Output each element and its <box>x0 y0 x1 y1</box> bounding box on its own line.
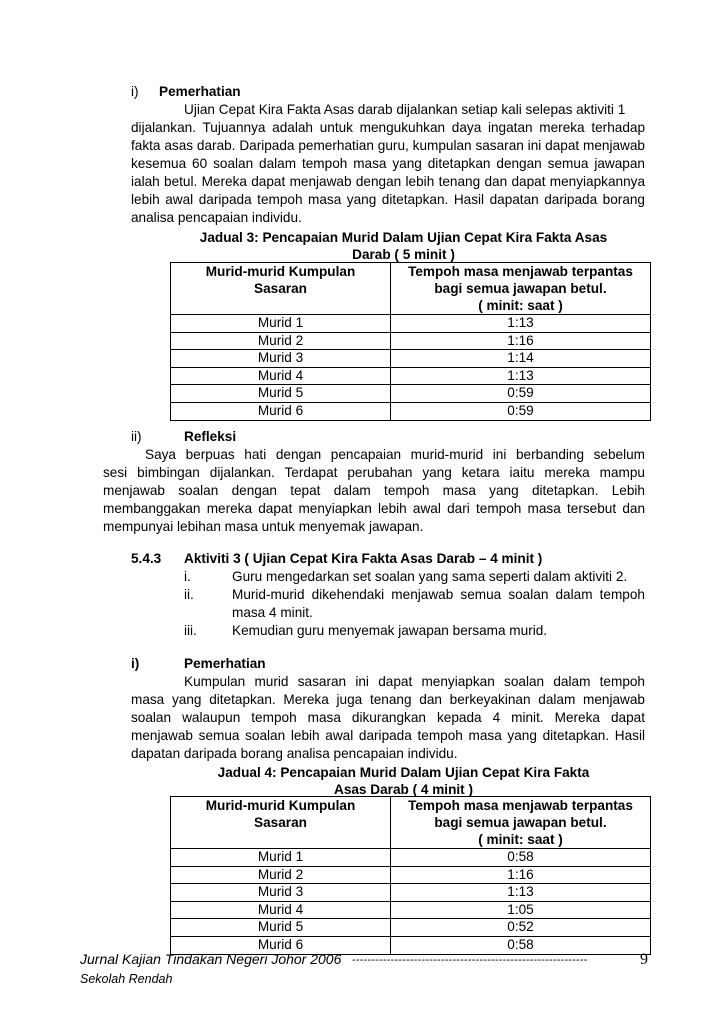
table-row <box>171 919 651 937</box>
section-ii-heading: Refleksi <box>184 429 237 444</box>
table-row <box>171 367 651 385</box>
section-i2-first-line: Kumpulan murid sasaran ini dapat menyiapkan soalan dalam tempoh <box>184 674 645 689</box>
table3-col1-line1: Murid-murid Kumpulan <box>205 264 356 279</box>
section-i-heading: Pemerhatian <box>159 84 241 99</box>
section-i2-body: masa yang ditetapkan. Mereka juga tenang dan berkeyakinan dalam menjawab soalan walaupun tempoh masa dikurangkan kepada 4 minit. Mereka dapat menjawab semua soalan lebih awal daripada tempoh masa yang ditetapkan. Hasil dapatan daripada borang analisa pencapaian individu. <box>131 692 645 761</box>
section-i2-heading: Pemerhatian <box>184 656 266 671</box>
table-row <box>171 866 651 884</box>
table3-masa-cell: 1:13 <box>391 367 651 385</box>
table4-col2-line2: bagi semua jawapan betul. <box>434 815 607 830</box>
table3-murid-cell: Murid 2 <box>171 332 391 350</box>
table3 <box>170 262 651 421</box>
item-marker: i. <box>184 569 191 584</box>
item-text: Kemudian guru menyemak jawapan bersama murid. <box>232 623 548 638</box>
table-row <box>171 849 651 867</box>
table4-col1-line1: Murid-murid Kumpulan <box>205 798 356 813</box>
table4-col2-line1: Tempoh masa menjawab terpantas <box>408 798 633 813</box>
table4-header-murid <box>171 797 391 849</box>
table3-murid-cell: Murid 1 <box>171 315 391 333</box>
table3-caption-line1: Jadual 3: Pencapaian Murid Dalam Ujian Cepat Kira Fakta Asas <box>199 230 608 245</box>
table-row <box>171 884 651 902</box>
footer-school-level: Sekolah Rendah <box>80 972 173 986</box>
item-marker: ii. <box>184 587 194 602</box>
section-i2-marker: i) <box>131 656 140 671</box>
footer-page-number: 9 <box>640 951 648 968</box>
item-text-continued: masa 4 minit. <box>232 605 313 620</box>
section-543-number: 5.4.3 <box>131 551 162 566</box>
table4-murid-cell: Murid 6 <box>171 936 391 954</box>
table3-col2-line3: ( minit: saat ) <box>478 298 563 313</box>
table-row <box>171 332 651 350</box>
table3-header-murid <box>171 263 391 315</box>
table3-col1-line2: Sasaran <box>254 281 307 296</box>
table-row <box>171 402 651 420</box>
table4-masa-cell: 0:52 <box>391 919 651 937</box>
table4-header-masa <box>391 797 651 849</box>
item-text: Murid-murid dikehendaki menjawab semua soalan dalam tempoh <box>232 587 645 602</box>
section-ii-first-line: Saya berpuas hati dengan pencapaian murid-murid ini berbanding sebelum <box>145 447 645 462</box>
table4-masa-cell: 0:58 <box>391 849 651 867</box>
table4-caption-line2: Asas Darab ( 4 minit ) <box>334 782 473 797</box>
table3-murid-cell: Murid 4 <box>171 367 391 385</box>
table-row <box>171 385 651 403</box>
section-i-first-line: Ujian Cepat Kira Fakta Asas darab dijalankan setiap kali selepas aktiviti 1 <box>184 102 626 117</box>
table4-murid-cell: Murid 5 <box>171 919 391 937</box>
footer-dashes: ------------------------------------------------------------- <box>352 954 588 966</box>
table4 <box>170 796 651 955</box>
table3-header-masa <box>391 263 651 315</box>
table4-masa-cell: 1:05 <box>391 901 651 919</box>
table3-masa-cell: 1:14 <box>391 350 651 368</box>
footer-journal-title: Jurnal Kajian Tindakan Negeri Johor 2006 <box>80 951 342 967</box>
table4-murid-cell: Murid 4 <box>171 901 391 919</box>
item-marker: iii. <box>184 623 197 638</box>
table-row <box>171 315 651 333</box>
section-ii-body: sesi bimbingan dijalankan. Terdapat perubahan yang ketara iaitu mereka mampu menjawab soalan dengan tepat dalam tempoh masa yang ditetapkan. Lebih membanggakan mereka dapat menyiapkan lebih awal dari tempoh masa tersebut dan mempunyai lebihan masa untuk menyemak jawapan. <box>103 465 645 534</box>
list-item-continuation <box>232 604 313 622</box>
table4-murid-cell: Murid 1 <box>171 849 391 867</box>
table-row <box>171 350 651 368</box>
table3-caption-line2: Darab ( 5 minit ) <box>352 247 455 262</box>
table3-masa-cell: 0:59 <box>391 402 651 420</box>
table3-masa-cell: 1:16 <box>391 332 651 350</box>
table4-murid-cell: Murid 3 <box>171 884 391 902</box>
table3-murid-cell: Murid 6 <box>171 402 391 420</box>
section-i-marker: i) <box>131 84 139 99</box>
table4-murid-cell: Murid 2 <box>171 866 391 884</box>
table3-murid-cell: Murid 3 <box>171 350 391 368</box>
table3-header-row <box>171 263 651 315</box>
section-ii-marker: ii) <box>131 429 142 444</box>
table4-header-row <box>171 797 651 849</box>
table-row <box>171 901 651 919</box>
table3-col2-line1: Tempoh masa menjawab terpantas <box>408 264 633 279</box>
table3-masa-cell: 0:59 <box>391 385 651 403</box>
table4-masa-cell: 1:13 <box>391 884 651 902</box>
table4-caption-line1: Jadual 4: Pencapaian Murid Dalam Ujian Cepat Kira Fakta <box>217 765 590 780</box>
section-i-body: dijalankan. Tujuannya adalah untuk mengukuhkan daya ingatan mereka terhadap fakta asas darab. Daripada pemerhatian guru, kumpulan sasaran ini dapat menjawab kesemua 60 soalan dalam tempoh masa yang ditetapkan dengan semua jawapan ialah betul. Mereka dapat menjawab dengan lebih tenang dan dapat menyiapkannya lebih awal daripada tempoh masa yang ditetapkan. Hasil dapatan daripada borang analisa pencapaian individu. <box>131 120 645 225</box>
item-text: Guru mengedarkan set soalan yang sama seperti dalam aktiviti 2. <box>232 569 628 584</box>
table3-murid-cell: Murid 5 <box>171 385 391 403</box>
table3-masa-cell: 1:13 <box>391 315 651 333</box>
table4-masa-cell: 1:16 <box>391 866 651 884</box>
table3-col2-line2: bagi semua jawapan betul. <box>434 281 607 296</box>
table4-masa-cell: 0:58 <box>391 936 651 954</box>
table4-col2-line3: ( minit: saat ) <box>478 832 563 847</box>
table4-col1-line2: Sasaran <box>254 815 307 830</box>
section-543-title: Aktiviti 3 ( Ujian Cepat Kira Fakta Asas Darab – 4 minit ) <box>184 551 543 566</box>
